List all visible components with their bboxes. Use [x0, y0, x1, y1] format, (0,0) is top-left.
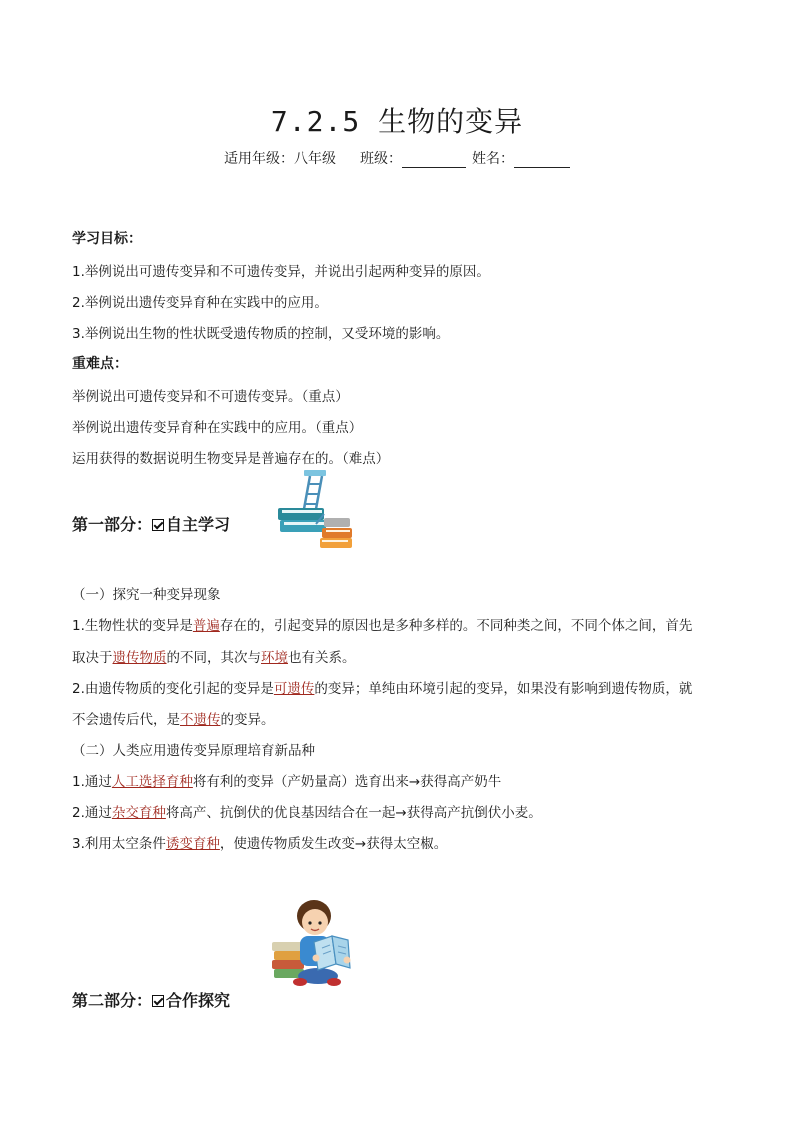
- grade-label: 适用年级：: [224, 151, 294, 167]
- text-span: 1.生物性状的变异是: [72, 618, 193, 634]
- section1-p1-line1: [72, 614, 692, 634]
- page-title: [0, 100, 794, 140]
- text-span: 2.由遗传物质的变化引起的变异是: [72, 681, 274, 697]
- title-text: 生物的变异: [378, 105, 524, 138]
- answer-blank: 可遗传: [273, 681, 315, 697]
- text-span: ，使遗传物质发生改变→获得太空椒。: [219, 836, 448, 852]
- section1-p2-line1: [72, 677, 692, 697]
- text-span: 的不同，其次与: [166, 650, 261, 666]
- name-label: 姓名：: [472, 151, 514, 167]
- text-span: 将高产、抗倒伏的优良基因结合在一起→获得高产抗倒伏小麦。: [165, 805, 542, 821]
- answer-blank: 环境: [261, 650, 288, 666]
- text-span: 的变异；单纯由环境引起的变异，如果没有影响到遗传物质，就: [314, 681, 693, 697]
- section2-item: [72, 770, 501, 790]
- text-span: 的变异。: [220, 712, 275, 728]
- objectives-heading: 学习目标：: [72, 231, 142, 247]
- section2-title: （二）人类应用遗传变异原理培育新品种: [72, 743, 315, 759]
- part1-heading: [72, 512, 230, 535]
- answer-blank: 杂交育种: [111, 805, 166, 821]
- text-span: 将有利的变异（产奶量高）选育出来→获得高产奶牛: [192, 774, 502, 790]
- text-span: 1.通过: [72, 774, 112, 790]
- part2-heading-title: 合作探究: [166, 991, 231, 1010]
- meta-row: [0, 148, 794, 168]
- reading-boy-icon: [270, 896, 352, 988]
- objective-item: 3.举例说出生物的性状既受遗传物质的控制，又受环境的影响。: [72, 326, 450, 342]
- keypoint-item: 运用获得的数据说明生物变异是普遍存在的。（难点）: [72, 451, 390, 467]
- part2-heading: [72, 988, 230, 1011]
- objective-item: 1.举例说出可遗传变异和不可遗传变异，并说出引起两种变异的原因。: [72, 264, 490, 280]
- section1-p1-line2: [72, 646, 356, 666]
- books-ladder-icon: [272, 468, 362, 558]
- answer-blank: 不遗传: [180, 712, 221, 728]
- title-number: 7.2.5: [270, 105, 361, 138]
- part1-heading-title: 自主学习: [166, 515, 231, 534]
- section1-p2-line2: [72, 708, 275, 728]
- checkbox-icon: [152, 519, 164, 531]
- answer-blank: 普遍: [192, 618, 220, 634]
- part1-heading-label: 第一部分：: [72, 515, 153, 534]
- section2-item: [72, 832, 447, 852]
- class-label: 班级：: [360, 151, 402, 167]
- objective-item: 2.举例说出遗传变异育种在实践中的应用。: [72, 295, 328, 311]
- text-span: 存在的，引起变异的原因也是多种多样的。不同种类之间，不同个体之间，首先: [219, 618, 693, 634]
- answer-blank: 遗传物质: [112, 650, 167, 666]
- class-blank[interactable]: [402, 151, 466, 168]
- name-blank[interactable]: [514, 151, 570, 168]
- part2-heading-label: 第二部分：: [72, 991, 153, 1010]
- section1-title: （一）探究一种变异现象: [72, 587, 221, 603]
- keypoint-item: 举例说出遗传变异育种在实践中的应用。（重点）: [72, 420, 363, 436]
- text-span: 取决于: [72, 650, 113, 666]
- keypoints-heading: 重难点：: [72, 356, 128, 372]
- section2-item: [72, 801, 542, 821]
- grade-value: 八年级: [294, 151, 336, 167]
- text-span: 不会遗传后代，是: [72, 712, 180, 728]
- answer-blank: 诱变育种: [165, 836, 220, 852]
- keypoint-item: 举例说出可遗传变异和不可遗传变异。（重点）: [72, 389, 349, 405]
- answer-blank: 人工选择育种: [111, 774, 193, 790]
- checkbox-icon: [152, 995, 164, 1007]
- text-span: 也有关系。: [288, 650, 356, 666]
- text-span: 2.通过: [72, 805, 112, 821]
- text-span: 3.利用太空条件: [72, 836, 166, 852]
